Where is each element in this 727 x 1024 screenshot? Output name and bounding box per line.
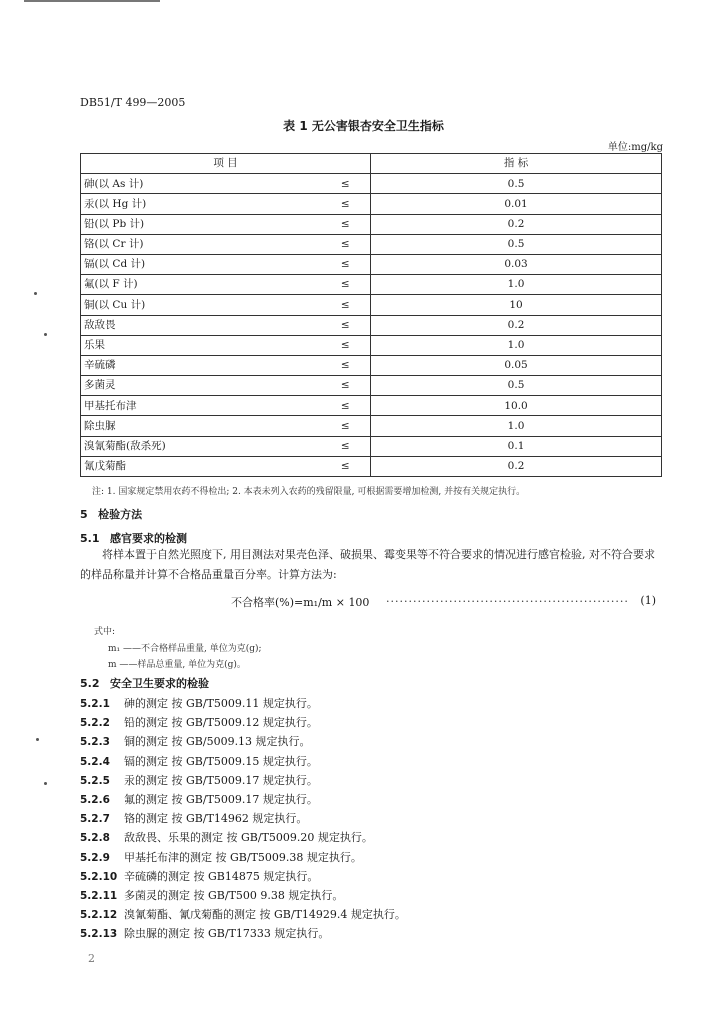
section-5-heading (80, 506, 142, 522)
subsection-number: 5.2.11 (80, 890, 118, 902)
comparator-cell: ≤ (321, 396, 371, 416)
subsection-item (80, 753, 318, 771)
subsection-text: 敌敌畏、乐果的测定 按 GB/T5009.20 规定执行。 (124, 831, 373, 845)
comparator-cell: ≤ (321, 416, 371, 436)
subsection-number: 5.2.8 (80, 832, 110, 845)
value-cell: 10 (371, 295, 662, 315)
subsection-item (80, 772, 318, 790)
table-note: 注: 1. 国家规定禁用农药不得检出; 2. 本表未列入农药的残留限量, 可根据需要增加检测, 并按有关规定执行。 (92, 487, 526, 497)
table-row (81, 416, 662, 436)
table-row (81, 254, 662, 274)
comparator-cell: ≤ (321, 456, 371, 476)
value-cell: 0.2 (371, 456, 662, 476)
subsection-number: 5.2.9 (80, 851, 110, 864)
comparator-cell: ≤ (321, 376, 371, 396)
section-title: 感官要求的检测 (110, 532, 187, 545)
subsection-item (80, 829, 373, 847)
top-rule (24, 0, 160, 2)
subsection-item (80, 925, 329, 943)
subsection-text: 溴氰菊酯、氰戊菊酯的测定 按 GB/T14929.4 规定执行。 (124, 908, 406, 922)
table-row (81, 456, 662, 476)
scan-mark (44, 333, 47, 336)
formula-number: (1) (640, 594, 656, 607)
where-label: 式中: (94, 627, 116, 637)
spacer-cell (287, 315, 321, 335)
table-header-row (81, 154, 662, 174)
spacer-cell (287, 355, 321, 375)
comparator-cell: ≤ (321, 295, 371, 315)
spacer-cell (287, 456, 321, 476)
spacer-cell (287, 214, 321, 234)
table-row (81, 194, 662, 214)
header-index: 指 标 (371, 154, 662, 174)
item-cell: 乐果 (81, 335, 287, 355)
table-row (81, 234, 662, 254)
comparator-cell: ≤ (321, 214, 371, 234)
subsection-text: 甲基托布津的测定 按 GB/T5009.38 规定执行。 (124, 850, 362, 864)
section-title: 检验方法 (98, 508, 143, 521)
item-cell: 除虫脲 (81, 416, 287, 436)
value-cell: 0.01 (371, 194, 662, 214)
table-row (81, 436, 662, 456)
subsection-number: 5.2.10 (80, 870, 118, 883)
value-cell: 1.0 (371, 335, 662, 355)
subsection-item (80, 868, 318, 886)
section-5-2-heading (80, 675, 209, 691)
item-cell: 敌敌畏 (81, 315, 287, 335)
item-cell: 氰戊菊酯 (81, 456, 287, 476)
safety-index-table (80, 153, 662, 477)
table-row (81, 295, 662, 315)
subsection-item (80, 695, 318, 713)
section-title: 安全卫生要求的检验 (110, 677, 209, 690)
comparator-cell: ≤ (321, 275, 371, 295)
scan-mark (44, 782, 47, 785)
spacer-cell (287, 376, 321, 396)
table-title: 表 1 无公害银杏安全卫生指标 (283, 119, 444, 133)
subsection-text: 除虫脲的测定 按 GB/T17333 规定执行。 (124, 927, 330, 941)
comparator-cell: ≤ (321, 315, 371, 335)
scan-mark (36, 738, 39, 741)
comparator-cell: ≤ (321, 194, 371, 214)
value-cell: 0.05 (371, 355, 662, 375)
value-cell: 0.5 (371, 174, 662, 194)
value-cell: 0.03 (371, 254, 662, 274)
value-cell: 1.0 (371, 275, 662, 295)
comparator-cell: ≤ (321, 355, 371, 375)
spacer-cell (287, 234, 321, 254)
document-code: DB51/T 499—2005 (80, 96, 186, 109)
value-cell: 0.5 (371, 234, 662, 254)
section-number: 5 (80, 508, 88, 521)
subsection-text: 铜的测定 按 GB/5009.13 规定执行。 (124, 735, 311, 749)
unit-label: 单位:mg/kg (607, 142, 663, 153)
subsection-item (80, 733, 311, 751)
sensory-test-paragraph: 将样本置于自然光照度下, 用目测法对果壳色泽、破损果、霉变果等不符合要求的情况进行感官检验, 对不符合要求的样品称量并计算不合格品重量百分率。计算方法为: (80, 548, 655, 581)
page-number: 2 (88, 952, 95, 965)
value-cell: 0.1 (371, 436, 662, 456)
table-row (81, 396, 662, 416)
subsection-number: 5.2.1 (80, 698, 110, 710)
table-row (81, 376, 662, 396)
subsection-item (80, 714, 318, 732)
subsection-item (80, 849, 362, 867)
comparator-cell: ≤ (321, 174, 371, 194)
value-cell: 1.0 (371, 416, 662, 436)
spacer-cell (287, 335, 321, 355)
subsection-text: 铬的测定 按 GB/T14962 规定执行。 (124, 812, 308, 826)
item-cell: 铬(以 Cr 计) (81, 234, 287, 254)
subsection-item (80, 791, 318, 809)
table-row (81, 315, 662, 335)
subsection-text: 汞的测定 按 GB/T5009.17 规定执行。 (124, 773, 318, 787)
spacer-cell (287, 396, 321, 416)
subsection-number: 5.2.13 (80, 928, 118, 941)
subsection-number: 5.2.2 (80, 717, 110, 730)
definition-m: m ——样品总重量, 单位为克(g)。 (108, 660, 246, 670)
comparator-cell: ≤ (321, 335, 371, 355)
comparator-cell: ≤ (321, 234, 371, 254)
definition-m1: m₁ ——不合格样品重量, 单位为克(g); (108, 644, 262, 654)
section-number: 5.1 (80, 532, 100, 545)
scan-mark (34, 292, 37, 295)
spacer-cell (287, 416, 321, 436)
comparator-cell: ≤ (321, 254, 371, 274)
subsection-text: 多菌灵的测定 按 GB/T500 9.38 规定执行。 (124, 889, 344, 902)
item-cell: 溴氰菊酯(敌杀死) (81, 436, 287, 456)
subsection-item (80, 887, 343, 905)
item-cell: 铜(以 Cu 计) (81, 295, 287, 315)
spacer-cell (287, 436, 321, 456)
value-cell: 0.2 (371, 214, 662, 234)
value-cell: 0.2 (371, 315, 662, 335)
subsection-number: 5.2.4 (80, 755, 110, 768)
subsection-text: 辛硫磷的测定 按 GB14875 规定执行。 (124, 869, 319, 883)
subsection-number: 5.2.3 (80, 736, 110, 749)
item-cell: 甲基托布津 (81, 396, 287, 416)
spacer-cell (287, 174, 321, 194)
table-body (81, 174, 662, 477)
section-5-1-heading (80, 530, 187, 546)
table-row (81, 275, 662, 295)
subsection-text: 铅的测定 按 GB/T5009.12 规定执行。 (124, 716, 318, 730)
item-cell: 镉(以 Cd 计) (81, 254, 287, 274)
subsection-number: 5.2.7 (80, 813, 110, 826)
header-item: 项 目 (81, 154, 371, 174)
subsection-text: 氟的测定 按 GB/T5009.17 规定执行。 (124, 793, 318, 806)
table-row (81, 355, 662, 375)
subsection-item (80, 810, 307, 828)
table-row (81, 174, 662, 194)
table-row (81, 214, 662, 234)
subsection-text: 镉的测定 按 GB/T5009.15 规定执行。 (124, 754, 318, 768)
item-cell: 氟(以 F 计) (81, 275, 287, 295)
formula-leader-dots: ...................................................... (386, 592, 629, 605)
subsection-number: 5.2.5 (80, 774, 110, 787)
table-row (81, 335, 662, 355)
spacer-cell (287, 254, 321, 274)
item-cell: 辛硫磷 (81, 355, 287, 375)
comparator-cell: ≤ (321, 436, 371, 456)
item-cell: 多菌灵 (81, 376, 287, 396)
subsection-number: 5.2.6 (80, 794, 110, 806)
spacer-cell (287, 194, 321, 214)
value-cell: 0.5 (371, 376, 662, 396)
spacer-cell (287, 275, 321, 295)
value-cell: 10.0 (371, 396, 662, 416)
subsection-number: 5.2.12 (80, 909, 118, 922)
item-cell: 砷(以 As 计) (81, 174, 287, 194)
item-cell: 汞(以 Hg 计) (81, 194, 287, 214)
subsection-text: 砷的测定 按 GB/T5009.11 规定执行。 (124, 697, 318, 710)
item-cell: 铅(以 Pb 计) (81, 214, 287, 234)
spacer-cell (287, 295, 321, 315)
section-number: 5.2 (80, 677, 100, 690)
formula: 不合格率(%)=m₁/m × 100 (231, 596, 370, 609)
subsection-item (80, 906, 406, 924)
